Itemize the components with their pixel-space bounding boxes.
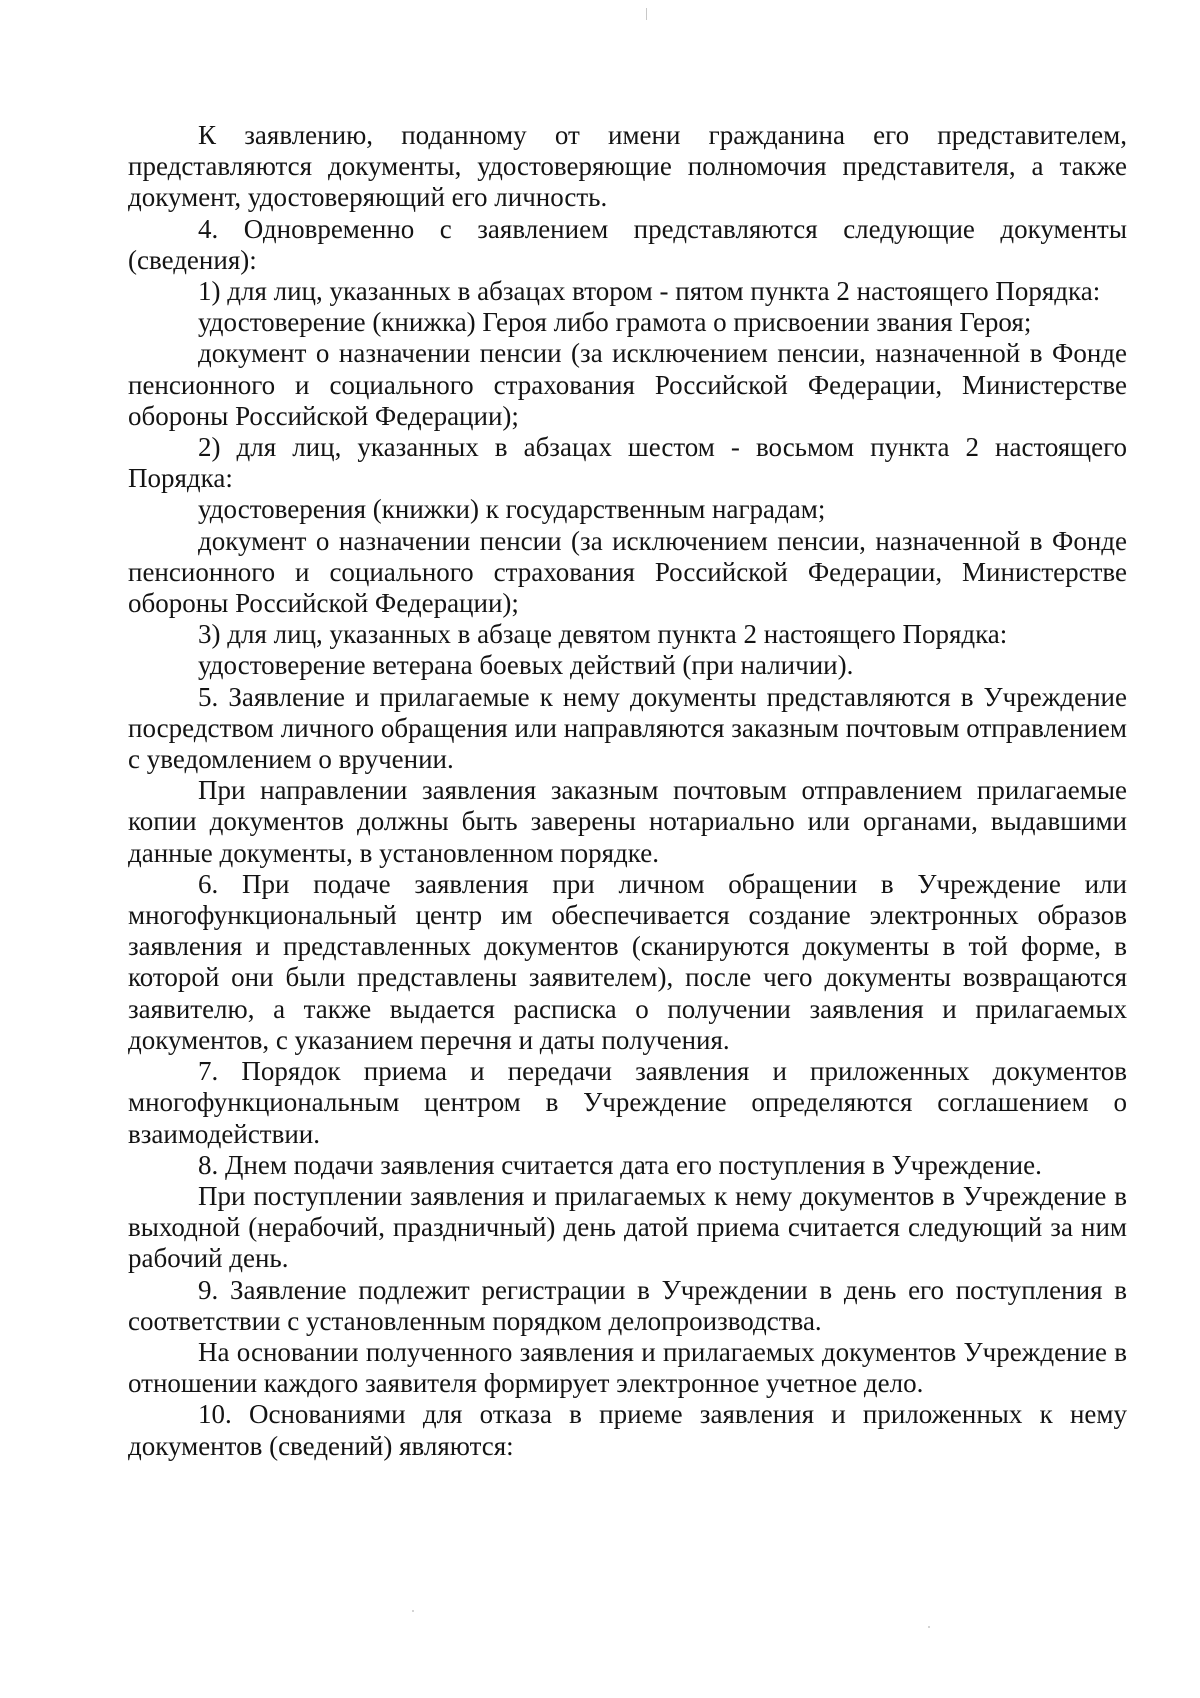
- paragraph-subitem-3: 3) для лиц, указанных в абзаце девятом пункта 2 настоящего Порядка:: [198, 619, 1008, 650]
- paragraph-veteran-certificate: удостоверение ветерана боевых действий (при наличии).: [198, 650, 854, 681]
- paragraph-nonworking-day: При поступлении заявления и прилагаемых к нему документов в Учреждение в выходной (нерабочий, праздничный) день датой приема считается следующий за ним рабочий день.: [128, 1180, 1127, 1274]
- scan-speck: [412, 1610, 414, 1612]
- paragraph-item-5: 5. Заявление и прилагаемые к нему документы представляются в Учреждение посредством личного обращения или направляются заказным почтовым отправлением с уведомлением о вручении.: [128, 681, 1127, 775]
- paragraph-item-4: 4. Одновременно с заявлением представляются следующие документы (сведения):: [128, 213, 1127, 275]
- paragraph-subitem-2: 2) для лиц, указанных в абзацах шестом - восьмом пункта 2 настоящего Порядка:: [128, 432, 1127, 494]
- paragraph-account-file: На основании полученного заявления и прилагаемых документов Учреждение в отношении каждого заявителя формирует электронное учетное дело.: [128, 1336, 1127, 1399]
- paragraph-subitem-1: 1) для лиц, указанных в абзацах втором - пятом пункта 2 настоящего Порядка:: [198, 276, 1101, 307]
- paragraph-postal-copies: При направлении заявления заказным почтовым отправлением прилагаемые копии документов должны быть заверены нотариально или органами, выдавшими данные документы, в установленном порядке.: [128, 775, 1127, 868]
- scan-mark: [646, 8, 647, 20]
- paragraph-item-8: 8. Днем подачи заявления считается дата его поступления в Учреждение.: [198, 1149, 1042, 1180]
- paragraph-hero-certificate: удостоверение (книжка) Героя либо грамота о присвоении звания Героя;: [198, 307, 1032, 338]
- paragraph-item-10: 10. Основаниями для отказа в приеме заявления и приложенных к нему документов (сведений) являются:: [128, 1399, 1127, 1461]
- paragraph-item-6: 6. При подаче заявления при личном обращении в Учреждение или многофункциональный центр им обеспечивается создание электронных образов заявления и представленных документов (сканируются документы в той форме, в которой они были представлены заявителем), после чего документы возвращаются заявителю, а также выдается расписка о получении заявления и прилагаемых документов, с указанием перечня и даты получения.: [128, 868, 1127, 1055]
- paragraph-pension-document-1: документ о назначении пенсии (за исключением пенсии, назначенной в Фонде пенсионного и социального страхования Российской Федерации, Министерстве обороны Российской Федерации);: [128, 338, 1127, 431]
- paragraph-pension-document-2: документ о назначении пенсии (за исключением пенсии, назначенной в Фонде пенсионного и социального страхования Российской Федерации, Министерстве обороны Российской Федерации);: [128, 525, 1127, 619]
- document-body: [128, 120, 1127, 1462]
- paragraph-representative-documents: К заявлению, поданному от имени гражданина его представителем, представляются документы, удостоверяющие полномочия представителя, а также документ, удостоверяющий его личность.: [128, 120, 1127, 213]
- paragraph-award-certificates: удостоверения (книжки) к государственным наградам;: [198, 494, 826, 525]
- scan-speck: [928, 1626, 930, 1628]
- paragraph-item-7: 7. Порядок приема и передачи заявления и приложенных документов многофункциональным центром в Учреждение определяются соглашением о взаимодействии.: [128, 1056, 1127, 1149]
- paragraph-item-9: 9. Заявление подлежит регистрации в Учреждении в день его поступления в соответствии с установленным порядком делопроизводства.: [128, 1274, 1127, 1336]
